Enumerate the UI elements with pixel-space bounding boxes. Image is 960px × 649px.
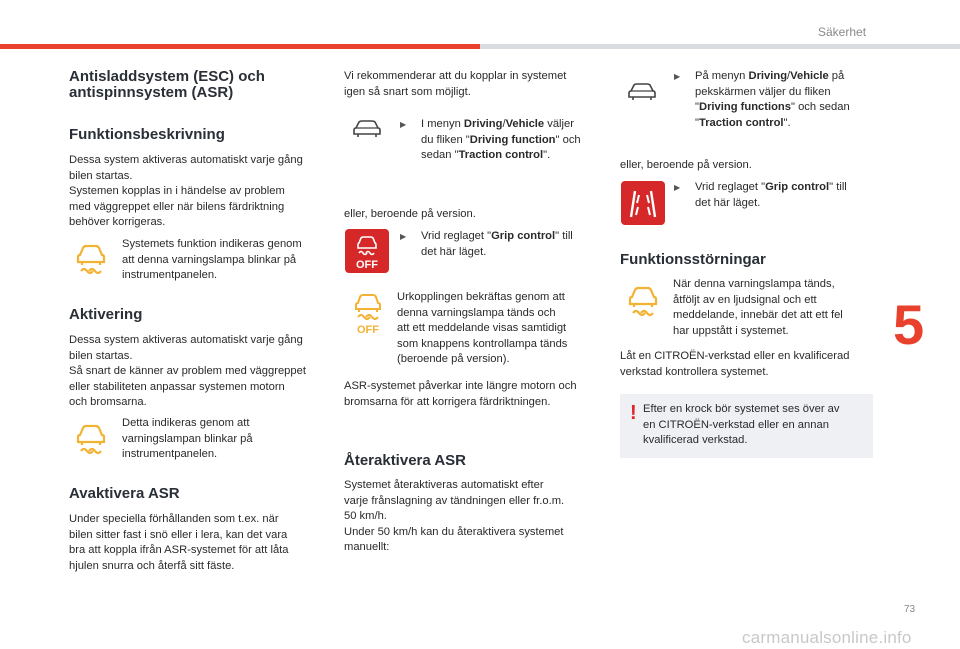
watermark: carmanualsonline.info: [742, 628, 912, 647]
esc-warning-icon: [625, 282, 661, 323]
step-grip-control: ▶ Vrid reglaget "Grip control" till det här läget.: [400, 230, 573, 258]
text-asr: ASR-systemet påverkar inte längre motorn och bromsarna för att korrigera färdriktningen.: [344, 380, 577, 408]
esc-warning-icon: [73, 420, 109, 461]
heading-faults: Funktionsstörningar: [620, 251, 766, 268]
car-outline-icon: [352, 119, 382, 144]
warning-text: Efter en krock bör systemet ses över av en CITROËN-verkstad eller en annan kvalificerad verkstad.: [643, 403, 840, 446]
heading-activation: Aktivering: [69, 306, 143, 323]
section-title: Säkerhet: [818, 25, 867, 39]
header-grey-bar: [480, 44, 960, 49]
page-title-line1: Antisladdsystem (ESC) och: [69, 68, 265, 85]
text-or-version: eller, beroende på version.: [344, 208, 476, 220]
text-reactivate: Systemet återaktiveras automatiskt efter varje frånslagning av tändningen eller fr.o.m. 50 km/h. Under 50 km/h kan du återaktivera systemet manuellt:: [344, 479, 565, 553]
text-recommend: Vi rekommenderar att du kopplar in systemet igen så snart som möjligt.: [344, 70, 567, 98]
bullet-triangle-icon: ▶: [674, 72, 681, 81]
bullet-triangle-icon: ▶: [400, 120, 407, 129]
heading-reactivate: Återaktivera ASR: [344, 452, 466, 469]
page-number: 73: [904, 604, 916, 615]
grip-control-off-icon: [345, 229, 389, 273]
text-or-version-2: eller, beroende på version.: [620, 159, 752, 171]
heading-function: Funktionsbeskrivning: [69, 126, 225, 143]
icon-note-activation: Detta indikeras genom att varningslampan blinkar på instrumentpanelen.: [122, 417, 253, 460]
esc-warning-icon: [73, 240, 109, 281]
step-grip-control-2: ▶ Vrid reglaget "Grip control" till det här läget.: [674, 181, 847, 209]
text-fault: När denna varningslampa tänds, åtföljt av en ljudsignal och ett meddelande, innebär det att ett fel har uppstått i systemet.: [673, 278, 843, 337]
text-confirm: Urkopplingen bekräftas genom att denna varningslampa tänds och att ett meddelande visas samtidigt som knappens kontrollampa tänds (beroende på version).: [397, 291, 568, 365]
text-workshop: Låt en CITROËN-verkstad eller en kvalificerad verkstad kontrollera systemet.: [620, 350, 850, 378]
step-driving-menu: ▶ I menyn Driving/Vehicle väljer du fliken "Driving function" och sedan "Traction control".: [400, 118, 581, 161]
page-title-line2: antispinnsystem (ASR): [69, 84, 234, 101]
asr-off-warning-icon: [351, 291, 385, 340]
step-touchscreen-menu: ▶ På menyn Driving/Vehicle på pekskärmen väljer du fliken "Driving functions" och sedan "Traction control".: [674, 70, 850, 129]
text-deactivate: Under speciella förhållanden som t.ex. när bilen sitter fast i snö eller i lera, kan det vara bra att koppla ifrån ASR-systemet för att låta hjulen snurra och återfå sitt fäste.: [69, 513, 289, 572]
warning-exclamation-icon: !: [630, 402, 637, 424]
header-accent-bar: [0, 44, 480, 49]
chapter-number: 5: [893, 293, 925, 356]
text-function: Dessa system aktiveras automatiskt varje gång bilen startas. Systemen kopplas in i händelse av problem med väggreppet eller när bilens färdriktning behöver korrigeras.: [69, 154, 303, 228]
bullet-triangle-icon: ▶: [674, 183, 681, 192]
off-label: OFF: [356, 259, 378, 271]
road-lanes-icon: [621, 181, 665, 225]
bullet-triangle-icon: ▶: [400, 232, 407, 241]
car-outline-icon: [627, 82, 657, 107]
off-label: OFF: [357, 324, 379, 335]
page-title: [69, 69, 319, 101]
heading-deactivate: Avaktivera ASR: [69, 485, 180, 502]
icon-note-function: Systemets funktion indikeras genom att denna varningslampa blinkar på instrumentpanelen.: [122, 238, 302, 281]
text-activation: Dessa system aktiveras automatiskt varje gång bilen startas. Så snart de känner av problem med väggreppet eller stabiliteten anpassar systemen motorn och bromsarna.: [69, 334, 306, 408]
